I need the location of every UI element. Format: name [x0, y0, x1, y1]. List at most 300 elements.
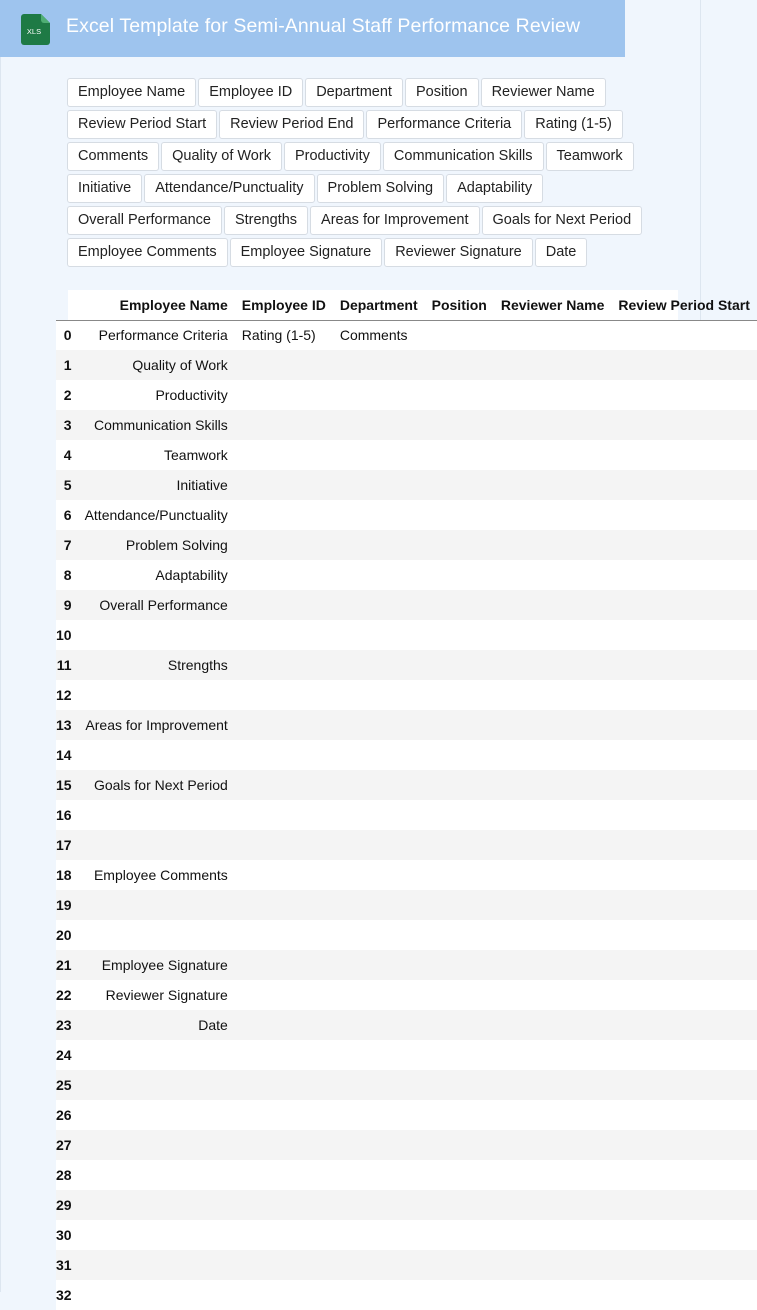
table-cell[interactable]	[611, 560, 757, 590]
column-tag[interactable]: Communication Skills	[383, 142, 544, 171]
table-cell[interactable]	[611, 1100, 757, 1130]
table-cell[interactable]	[611, 380, 757, 410]
table-cell[interactable]	[333, 770, 425, 800]
table-cell[interactable]	[235, 920, 333, 950]
table-cell[interactable]	[494, 500, 612, 530]
column-tag[interactable]: Date	[535, 238, 588, 267]
table-cell[interactable]	[425, 710, 494, 740]
table-cell[interactable]	[78, 1220, 235, 1250]
column-tag[interactable]: Employee Signature	[230, 238, 383, 267]
table-cell[interactable]	[494, 470, 612, 500]
table-cell[interactable]	[333, 470, 425, 500]
table-cell[interactable]: Productivity	[78, 380, 235, 410]
table-cell[interactable]	[78, 830, 235, 860]
table-cell[interactable]	[235, 980, 333, 1010]
table-row	[56, 1070, 757, 1100]
table-row	[56, 830, 757, 860]
table-row	[56, 800, 757, 830]
column-tag[interactable]: Performance Criteria	[366, 110, 522, 139]
row-index[interactable]: 32	[56, 1280, 78, 1310]
table-cell[interactable]	[425, 1280, 494, 1310]
table-cell[interactable]	[333, 1040, 425, 1070]
table-row	[56, 770, 757, 800]
table-cell[interactable]	[425, 350, 494, 380]
table-cell[interactable]	[78, 1280, 235, 1310]
table-cell[interactable]	[494, 590, 612, 620]
table-cell[interactable]	[333, 440, 425, 470]
table-cell[interactable]	[425, 1070, 494, 1100]
table-cell[interactable]	[333, 560, 425, 590]
table-row	[56, 1130, 757, 1160]
column-tag[interactable]: Overall Performance	[67, 206, 222, 235]
page-title: Excel Template for Semi-Annual Staff Performance Review	[66, 15, 581, 37]
table-cell[interactable]	[425, 800, 494, 830]
table-cell[interactable]	[494, 770, 612, 800]
table-cell[interactable]: Problem Solving	[78, 530, 235, 560]
table-cell[interactable]	[494, 440, 612, 470]
table-cell[interactable]	[425, 1130, 494, 1160]
table-cell[interactable]: Reviewer Signature	[78, 980, 235, 1010]
column-tag[interactable]: Reviewer Signature	[384, 238, 533, 267]
table-cell[interactable]	[78, 1100, 235, 1130]
row-index[interactable]: 10	[56, 620, 78, 650]
row-index[interactable]: 8	[56, 560, 78, 590]
table-cell[interactable]	[333, 650, 425, 680]
table-cell[interactable]	[235, 950, 333, 980]
table-cell[interactable]	[611, 410, 757, 440]
row-index[interactable]: 5	[56, 470, 78, 500]
table-row	[56, 440, 757, 470]
table-cell[interactable]	[611, 980, 757, 1010]
table-row	[56, 740, 757, 770]
table-cell[interactable]	[494, 1190, 612, 1220]
table-cell[interactable]	[235, 500, 333, 530]
table-cell[interactable]	[235, 770, 333, 800]
table-cell[interactable]	[333, 680, 425, 710]
table-cell[interactable]	[235, 1190, 333, 1220]
table-row	[56, 530, 757, 560]
table-cell[interactable]	[494, 380, 612, 410]
table-cell[interactable]	[611, 860, 757, 890]
table-cell[interactable]	[235, 530, 333, 560]
table-cell[interactable]	[78, 680, 235, 710]
table-row	[56, 470, 757, 500]
table-cell[interactable]	[425, 470, 494, 500]
table-cell[interactable]	[425, 650, 494, 680]
row-index[interactable]: 19	[56, 890, 78, 920]
row-index[interactable]: 15	[56, 770, 78, 800]
table-row	[56, 1010, 757, 1040]
row-index[interactable]: 13	[56, 710, 78, 740]
table-cell[interactable]	[611, 470, 757, 500]
row-index[interactable]: 30	[56, 1220, 78, 1250]
table-cell[interactable]	[333, 1250, 425, 1280]
table-cell[interactable]: Date	[78, 1010, 235, 1040]
table-cell[interactable]	[611, 530, 757, 560]
table-cell[interactable]	[425, 1160, 494, 1190]
table-cell[interactable]: Employee Signature	[78, 950, 235, 980]
table-cell[interactable]	[333, 410, 425, 440]
table-cell[interactable]	[78, 1160, 235, 1190]
table-row	[56, 320, 757, 350]
table-cell[interactable]: Communication Skills	[78, 410, 235, 440]
table-cell[interactable]	[494, 710, 612, 740]
table-cell[interactable]: Quality of Work	[78, 350, 235, 380]
table-cell[interactable]	[333, 710, 425, 740]
table-cell[interactable]	[333, 1280, 425, 1310]
table-cell[interactable]	[425, 410, 494, 440]
table-cell[interactable]	[235, 860, 333, 890]
column-tag[interactable]: Teamwork	[546, 142, 634, 171]
table-row	[56, 650, 757, 680]
table-cell[interactable]	[333, 1130, 425, 1160]
column-tag[interactable]: Goals for Next Period	[482, 206, 643, 235]
table-row	[56, 980, 757, 1010]
table-cell[interactable]	[611, 350, 757, 380]
table-row	[56, 1220, 757, 1250]
table-cell[interactable]	[333, 1220, 425, 1250]
table-cell[interactable]	[611, 590, 757, 620]
table-row	[56, 590, 757, 620]
table-cell[interactable]	[425, 770, 494, 800]
table-row	[56, 1100, 757, 1130]
table-cell[interactable]	[235, 650, 333, 680]
table-cell[interactable]	[494, 350, 612, 380]
table-row	[56, 710, 757, 740]
column-tag[interactable]: Initiative	[67, 174, 142, 203]
table-cell[interactable]	[235, 380, 333, 410]
table-cell[interactable]	[611, 950, 757, 980]
table-cell[interactable]	[333, 830, 425, 860]
column-tag[interactable]: Position	[405, 78, 479, 107]
row-index[interactable]: 29	[56, 1190, 78, 1220]
table-cell[interactable]	[494, 680, 612, 710]
table-cell[interactable]	[425, 1100, 494, 1130]
table-cell[interactable]	[235, 1070, 333, 1100]
table-cell[interactable]	[425, 680, 494, 710]
table-cell[interactable]	[494, 800, 612, 830]
table-cell[interactable]	[333, 350, 425, 380]
table-cell[interactable]: Employee Comments	[78, 860, 235, 890]
table-cell[interactable]	[333, 950, 425, 980]
excel-file-icon	[21, 14, 50, 45]
table-cell[interactable]	[494, 620, 612, 650]
table-row	[56, 920, 757, 950]
table-cell[interactable]	[235, 590, 333, 620]
table-cell[interactable]	[611, 1280, 757, 1310]
table-cell[interactable]	[611, 830, 757, 860]
data-table	[56, 290, 757, 1310]
table-row	[56, 380, 757, 410]
column-header[interactable]: Position	[425, 290, 494, 320]
row-index[interactable]: 3	[56, 410, 78, 440]
table-cell[interactable]	[333, 1070, 425, 1100]
table-cell[interactable]	[611, 920, 757, 950]
row-index[interactable]: 16	[56, 800, 78, 830]
table-cell[interactable]	[78, 1070, 235, 1100]
table-cell[interactable]	[333, 740, 425, 770]
column-tag[interactable]: Rating (1-5)	[524, 110, 623, 139]
table-cell[interactable]	[235, 1160, 333, 1190]
table-cell[interactable]	[494, 890, 612, 920]
table-cell[interactable]	[611, 680, 757, 710]
table-cell[interactable]	[78, 890, 235, 920]
table-cell[interactable]	[333, 1190, 425, 1220]
table-cell[interactable]	[611, 890, 757, 920]
table-cell[interactable]	[333, 860, 425, 890]
table-cell[interactable]	[611, 320, 757, 350]
table-cell[interactable]	[78, 1040, 235, 1070]
table-cell[interactable]	[611, 710, 757, 740]
table-cell[interactable]	[235, 1250, 333, 1280]
table-cell[interactable]	[235, 710, 333, 740]
row-index[interactable]: 22	[56, 980, 78, 1010]
table-cell[interactable]	[494, 1280, 612, 1310]
table-cell[interactable]	[235, 890, 333, 920]
table-cell[interactable]: Areas for Improvement	[78, 710, 235, 740]
row-index[interactable]: 24	[56, 1040, 78, 1070]
table-cell[interactable]	[494, 950, 612, 980]
table-cell[interactable]	[235, 740, 333, 770]
column-tag[interactable]: Department	[305, 78, 403, 107]
table-cell[interactable]	[333, 890, 425, 920]
row-index[interactable]: 11	[56, 650, 78, 680]
table-row	[56, 950, 757, 980]
table-cell[interactable]	[235, 680, 333, 710]
table-cell[interactable]	[494, 1160, 612, 1190]
table-cell[interactable]	[78, 620, 235, 650]
table-cell[interactable]	[333, 800, 425, 830]
row-index[interactable]: 23	[56, 1010, 78, 1040]
table-cell[interactable]	[611, 1130, 757, 1160]
row-index[interactable]: 26	[56, 1100, 78, 1130]
table-cell[interactable]: Teamwork	[78, 440, 235, 470]
table-cell[interactable]	[425, 890, 494, 920]
excel-icon-label: XLS	[26, 27, 42, 36]
table-cell[interactable]	[235, 560, 333, 590]
column-tag[interactable]: Problem Solving	[317, 174, 445, 203]
table-cell[interactable]	[611, 740, 757, 770]
table-cell[interactable]: Comments	[333, 320, 425, 350]
row-index[interactable]: 21	[56, 950, 78, 980]
index-header[interactable]	[56, 290, 78, 320]
column-tag[interactable]: Quality of Work	[161, 142, 282, 171]
table-cell[interactable]	[611, 440, 757, 470]
table-row	[56, 500, 757, 530]
table-row	[56, 890, 757, 920]
column-tag[interactable]: Review Period End	[219, 110, 364, 139]
column-tag[interactable]: Employee Name	[67, 78, 196, 107]
table-cell[interactable]	[425, 380, 494, 410]
table-cell[interactable]	[425, 440, 494, 470]
table-cell[interactable]	[333, 380, 425, 410]
table-cell[interactable]	[425, 530, 494, 560]
table-cell[interactable]	[425, 740, 494, 770]
table-cell[interactable]	[494, 1070, 612, 1100]
column-tag[interactable]: Attendance/Punctuality	[144, 174, 314, 203]
column-header[interactable]: Employee ID	[235, 290, 333, 320]
table-cell[interactable]	[235, 1100, 333, 1130]
table-cell[interactable]	[494, 560, 612, 590]
table-header-row	[56, 290, 757, 320]
column-tag[interactable]: Productivity	[284, 142, 381, 171]
row-index[interactable]: 1	[56, 350, 78, 380]
table-row	[56, 1160, 757, 1190]
column-tag[interactable]: Employee Comments	[67, 238, 228, 267]
table-cell[interactable]	[425, 590, 494, 620]
row-index[interactable]: 20	[56, 920, 78, 950]
table-cell[interactable]	[78, 800, 235, 830]
table-cell[interactable]: Adaptability	[78, 560, 235, 590]
table-row	[56, 680, 757, 710]
table-cell[interactable]	[78, 1130, 235, 1160]
table-cell[interactable]	[611, 1190, 757, 1220]
table-cell[interactable]	[494, 920, 612, 950]
table-cell[interactable]	[333, 920, 425, 950]
column-tag[interactable]: Employee ID	[198, 78, 303, 107]
column-tag[interactable]: Strengths	[224, 206, 308, 235]
title-bar	[0, 0, 625, 57]
table-cell[interactable]	[425, 1010, 494, 1040]
table-cell[interactable]: Strengths	[78, 650, 235, 680]
table-cell[interactable]: Performance Criteria	[78, 320, 235, 350]
table-cell[interactable]: Initiative	[78, 470, 235, 500]
row-index[interactable]: 9	[56, 590, 78, 620]
table-cell[interactable]	[333, 1160, 425, 1190]
table-cell[interactable]	[494, 320, 612, 350]
table-cell[interactable]: Attendance/Punctuality	[78, 500, 235, 530]
table-cell[interactable]	[78, 1250, 235, 1280]
table-row	[56, 620, 757, 650]
table-cell[interactable]: Rating (1-5)	[235, 320, 333, 350]
table-row	[56, 860, 757, 890]
table-cell[interactable]	[235, 350, 333, 380]
table-cell[interactable]	[333, 590, 425, 620]
table-cell[interactable]: Overall Performance	[78, 590, 235, 620]
table-cell[interactable]	[611, 650, 757, 680]
table-cell[interactable]	[494, 830, 612, 860]
table-cell[interactable]	[235, 800, 333, 830]
column-tag[interactable]: Reviewer Name	[481, 78, 606, 107]
table-cell[interactable]	[333, 980, 425, 1010]
table-cell[interactable]	[235, 1220, 333, 1250]
table-cell[interactable]	[611, 620, 757, 650]
row-index[interactable]: 7	[56, 530, 78, 560]
table-cell[interactable]	[78, 740, 235, 770]
table-cell[interactable]	[78, 920, 235, 950]
table-cell[interactable]	[494, 980, 612, 1010]
column-header[interactable]: Review Period Start	[611, 290, 757, 320]
table-cell[interactable]	[611, 500, 757, 530]
table-cell[interactable]	[611, 1010, 757, 1040]
table-cell[interactable]	[494, 1100, 612, 1130]
row-index[interactable]: 17	[56, 830, 78, 860]
table-cell[interactable]	[333, 500, 425, 530]
column-header[interactable]: Reviewer Name	[494, 290, 612, 320]
table-cell[interactable]	[235, 410, 333, 440]
column-tag[interactable]: Areas for Improvement	[310, 206, 479, 235]
table-row	[56, 1250, 757, 1280]
table-cell[interactable]	[611, 800, 757, 830]
table-cell[interactable]	[333, 620, 425, 650]
table-cell[interactable]	[425, 860, 494, 890]
row-index[interactable]: 0	[56, 320, 78, 350]
table-cell[interactable]	[494, 1040, 612, 1070]
table-cell[interactable]	[235, 1130, 333, 1160]
table-cell[interactable]	[611, 1040, 757, 1070]
table-cell[interactable]	[425, 320, 494, 350]
row-index[interactable]: 2	[56, 380, 78, 410]
row-index[interactable]: 14	[56, 740, 78, 770]
table-cell[interactable]	[235, 830, 333, 860]
column-header[interactable]: Employee Name	[78, 290, 235, 320]
table-cell[interactable]	[494, 410, 612, 440]
row-index[interactable]: 31	[56, 1250, 78, 1280]
table-cell[interactable]	[425, 920, 494, 950]
column-header[interactable]: Department	[333, 290, 425, 320]
table-cell[interactable]	[425, 980, 494, 1010]
table-cell[interactable]	[235, 1010, 333, 1040]
row-index[interactable]: 18	[56, 860, 78, 890]
table-cell[interactable]	[494, 1130, 612, 1160]
table-cell[interactable]	[425, 560, 494, 590]
table-cell[interactable]	[235, 1040, 333, 1070]
table-cell[interactable]	[78, 1190, 235, 1220]
column-tag[interactable]: Adaptability	[446, 174, 543, 203]
column-tag[interactable]: Comments	[67, 142, 159, 171]
table-cell[interactable]	[611, 1220, 757, 1250]
table-cell[interactable]	[235, 470, 333, 500]
table-cell[interactable]	[425, 1190, 494, 1220]
table-row	[56, 1280, 757, 1310]
row-index[interactable]: 4	[56, 440, 78, 470]
table-cell[interactable]	[494, 1220, 612, 1250]
table-cell[interactable]	[611, 770, 757, 800]
row-index[interactable]: 28	[56, 1160, 78, 1190]
table-cell[interactable]	[611, 1160, 757, 1190]
row-index[interactable]: 27	[56, 1130, 78, 1160]
table-cell[interactable]	[494, 650, 612, 680]
table-cell[interactable]	[494, 740, 612, 770]
table-cell[interactable]	[333, 530, 425, 560]
table-cell[interactable]	[425, 1220, 494, 1250]
table-cell[interactable]	[235, 1280, 333, 1310]
table-cell[interactable]	[425, 620, 494, 650]
table-cell[interactable]	[611, 1070, 757, 1100]
table-cell[interactable]	[235, 440, 333, 470]
table-cell[interactable]	[425, 950, 494, 980]
table-cell[interactable]	[425, 1250, 494, 1280]
table-cell[interactable]	[425, 500, 494, 530]
table-cell[interactable]	[611, 1250, 757, 1280]
row-index[interactable]: 12	[56, 680, 78, 710]
row-index[interactable]: 6	[56, 500, 78, 530]
table-cell[interactable]	[494, 1250, 612, 1280]
column-tag[interactable]: Review Period Start	[67, 110, 217, 139]
table-cell[interactable]	[494, 1010, 612, 1040]
table-row	[56, 1190, 757, 1220]
spreadsheet-preview[interactable]	[56, 290, 750, 1303]
table-cell[interactable]	[494, 860, 612, 890]
table-cell[interactable]	[235, 620, 333, 650]
table-cell[interactable]	[333, 1100, 425, 1130]
table-cell[interactable]	[494, 530, 612, 560]
table-cell[interactable]: Goals for Next Period	[78, 770, 235, 800]
table-cell[interactable]	[425, 1040, 494, 1070]
row-index[interactable]: 25	[56, 1070, 78, 1100]
table-cell[interactable]	[425, 830, 494, 860]
table-cell[interactable]	[333, 1010, 425, 1040]
